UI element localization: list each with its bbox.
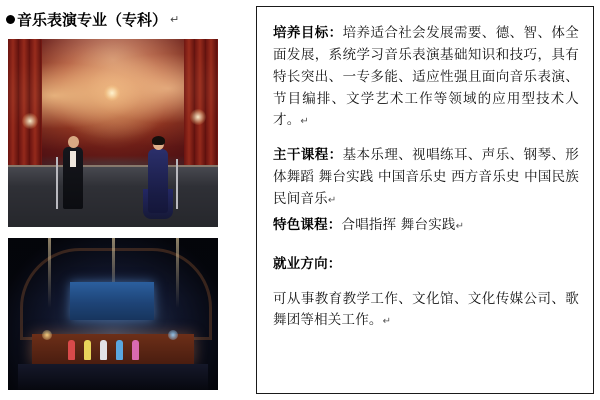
stage-screen [70,282,154,320]
stage-wide-photo [8,238,218,390]
featured-courses-paragraph [273,215,579,237]
employment-heading [273,254,579,276]
spotlight-2 [104,85,120,101]
stage-duet-photo [8,39,218,227]
light-beam-1 [48,238,51,308]
stage-edge-line [8,165,218,167]
microphone-stand-right [176,159,178,209]
stage-light-glow-2 [168,330,178,340]
page-title-text: 音乐表演专业（专科） [17,10,168,29]
female-performer-body [148,149,168,213]
light-beam-3 [176,238,179,308]
employment-text: 可从事教育教学工作、文化馆、文化传媒公司、歌舞团等相关工作。 [273,290,579,329]
spotlight-1 [22,113,38,129]
objective-paragraph [273,23,579,132]
paragraph-mark-icon: ↵ [300,116,309,128]
performer-1 [68,340,75,360]
performer-3 [100,340,107,360]
objective-text: 培养适合社会发展需要、德、智、体全面发展，系统学习音乐表演基础知识和技巧，具有特长突出、一专多能、适应性强且面向音乐表演、节目编排、文学艺术工作等领域的应用型技术人才。 [273,25,579,129]
stage-light-glow-1 [42,330,52,340]
performer-2 [84,340,91,360]
curtain-right [184,39,218,167]
male-performer-shirt [70,151,76,167]
bullet-icon [6,15,15,24]
core-courses-paragraph [273,145,579,211]
objective-label: 培养目标： [273,25,343,41]
spotlight-3 [190,109,206,125]
employment-label: 就业方向： [273,255,342,272]
paragraph-mark-icon: ↵ [327,195,337,207]
program-description-panel [256,6,594,394]
page-title [6,6,242,32]
paragraph-mark-icon: ↵ [170,12,180,26]
performer-4 [116,340,123,360]
left-column [0,0,246,400]
male-performer-head [68,136,79,148]
microphone-stand-left [56,157,58,209]
employment-paragraph [273,289,579,333]
performer-5 [132,340,139,360]
core-courses-text: 基本乐理、视唱练耳、声乐、钢琴、形体舞蹈 舞台实践 中国音乐史 西方音乐史 中国民族民间音乐 [273,147,579,208]
paragraph-mark-icon: ↵ [455,220,465,232]
paragraph-mark-icon: ↵ [382,316,392,328]
stage-apron [18,364,208,390]
female-performer-hair [152,136,165,145]
stage-floor [8,165,218,227]
featured-courses-text: 合唱指挥 舞台实践 [341,216,456,233]
featured-courses-label: 特色课程： [273,216,342,233]
core-courses-label: 主干课程： [273,147,343,164]
curtain-left [8,39,42,167]
